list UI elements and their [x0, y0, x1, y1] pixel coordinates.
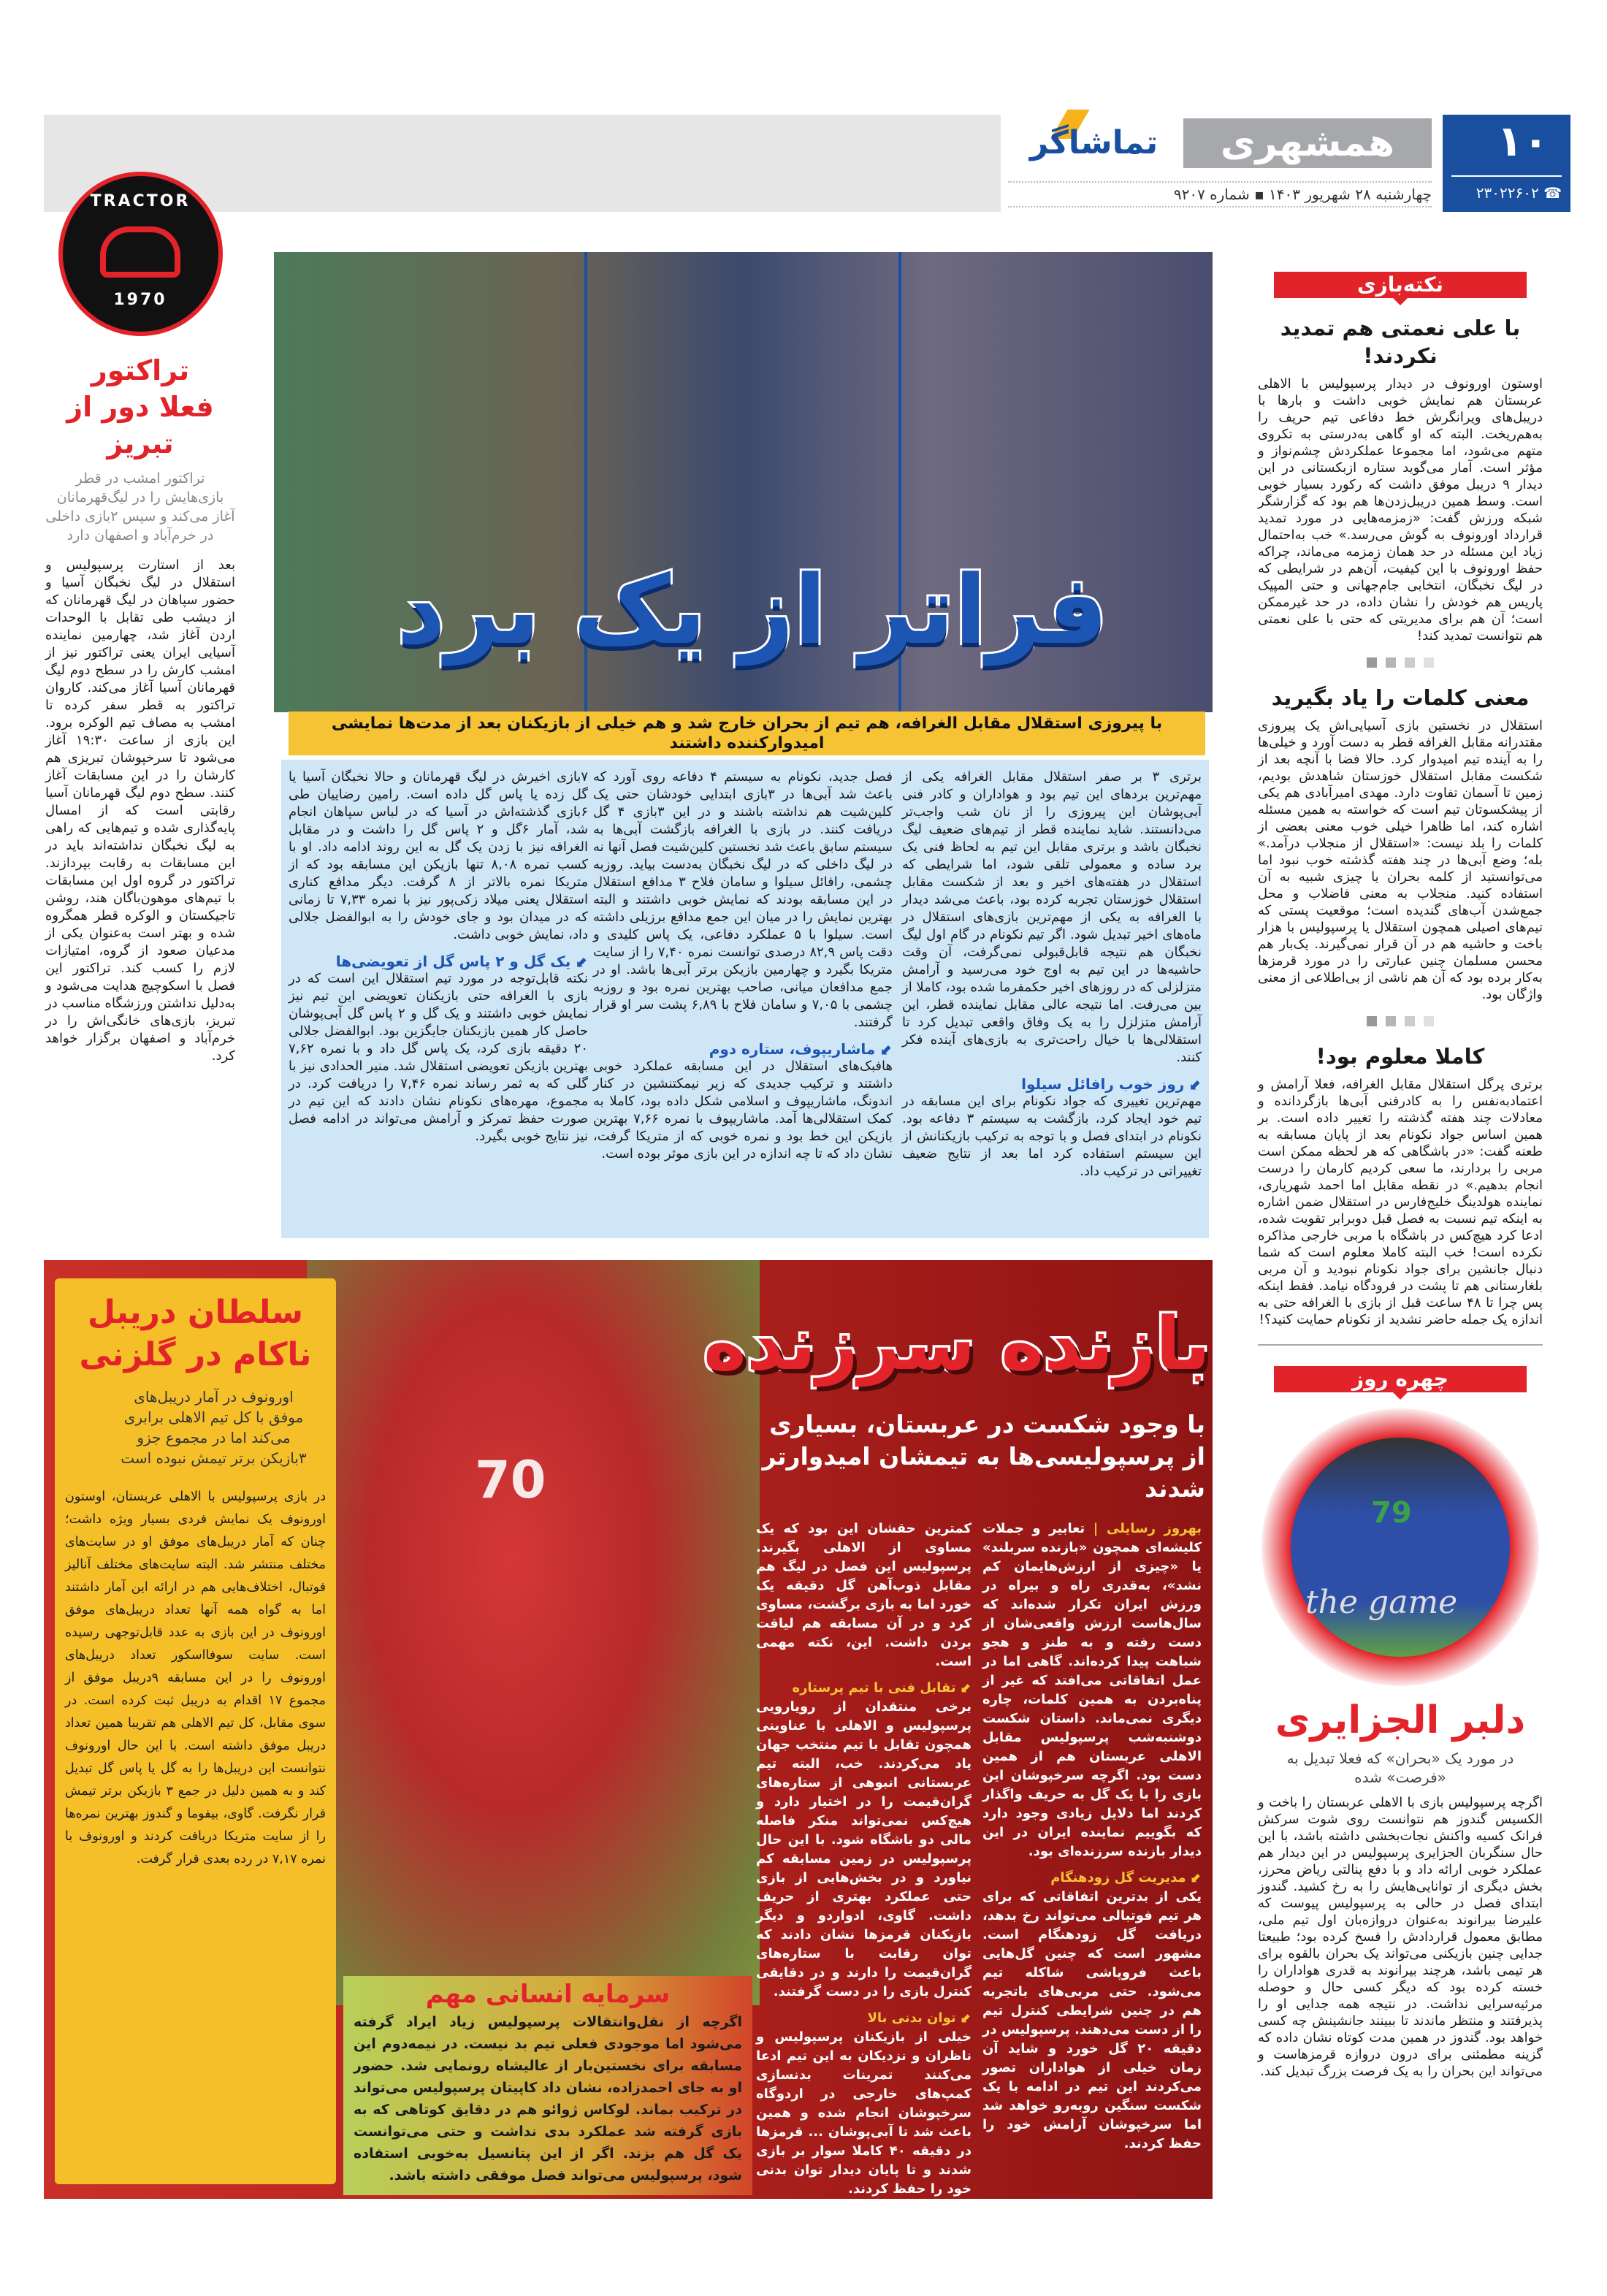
title-line: ناکام در گلزنی [79, 1336, 312, 1373]
column-text: کمترین حقشان این بود که یک مساوی از الاهلی بگیرند. پرسپولیس این فصل در لیگ هم مقابل ذوب‌آهن گل دقیقه یک خورد اما به بازی برگشت، مساوی کرد و در آن مسابقه هم لیاقت بردن داشت. این، نکته مهمی است. [756, 1521, 972, 1669]
section-label-nokte: نکته‌بازی [1274, 272, 1527, 298]
caption-body: اگرچه از نقل‌وانتقالات پرسپولیس زیاد ایراد گرفته می‌شود اما موجودی فعلی تیم بد نیست. در نیمه‌دوم این مسابقه برای نخستین‌بار از عالیشاه رونمایی شد. حضور او به جای احمدزاده، نشان داد کاپیتان پرسپولیس می‌تواند در ترکیب بماند. لوکاس ژوائو هم در دقایق کوتاهی که به بازی گرفته شد عملکرد بدی نداشت و حتی می‌توانست یک گل هم بزند. اگر از این پتانسیل به‌خوبی استفاده شود، پرسپولیس می‌تواند فصل موفقی داشته باشد. [354, 2014, 742, 2184]
subhead: ⬋ روز خوب رافائل سیلوا [902, 1075, 1202, 1093]
title-line: فعلا دور از تبریز [66, 391, 214, 459]
face-subtitle: در مورد یک «بحران» که فعلا تبدیل به «فرصت» شده [1286, 1750, 1514, 1786]
column-text: نکته قابل‌توجه در مورد تیم استقلال این است که در بازی با الغرافه حتی بازیکنان تعویضی این تیم نیز نمایش خوبی داشتند و یک گل و ۲ پاس گل آبی‌پوشان حاصل کار همین بازیکنان جایگزین بود. ابوالفضل جلالی ۲۰ دقیقه بازی کرد، یک پاس گل داد و با نمره ۷,۶۲ بهترین بازیکن تعویضی استقلال شد. منیر الحدادی نیز با گلی که به ثمر رساند نمره ۷,۴۶ را دریافت کرد. در مجموع، مهره‌های نکونام نشان دادند که این تیم در صورت حفظ تمرکز و آرامش می‌تواند در ادامه فصل نیز نتایج خوبی بگیرد. [289, 971, 588, 1144]
photo-text: the game [1305, 1584, 1458, 1621]
column-text: تعابیر و جملات کلیشه‌ای همچون «بازنده سربلند» یا «چیزی از ارزش‌هایمان کم نشد»، به‌قدری راه و بیراه در ورزش ایران تکرار شده‌اند که سال‌هاست ارزش واقعی‌شان از دست رفته و به طنز و هجو شباهت پیدا کرده‌اند. گاهی اما در عمل اتفاقاتی می‌افتد که غیر از پناه‌بردن به همین کلمات، چاره دیگری نمی‌ماند. داستان شکست دوشنبه‌شب پرسپولیس مقابل الاهلی عربستان هم از همین دست بود. اگرچه سرخپوشان این بازی را با یک گل به حریف واگذار کردند اما دلایل زیادی وجود دارد که بگوییم نماینده ایران در این دیدار بازنده سرزنده‌ای بود. [982, 1521, 1202, 1859]
sidebar-subtitle: اورونوف در آمار دریبل‌های موفق با کل تیم الاهلی برابری می‌کند اما در مجموع جزو ۳بازیکن برتر تیمش نبوده است [121, 1388, 307, 1467]
column-text: فصل جدید، نکونام به سیستم ۴ دفاعه روی آورد که باعث شد آبی‌ها در ۳بازی ابتدایی خودشان حتی یک کلین‌شیت هم نداشته باشند و در این ۳بازی ۴ گل دریافت کنند. در بازی با الغرافه بازگشت آبی‌ها به سیستم سابق باعث شد نخستین کلین‌شیت فصل آنها نه در لیگ داخلی که در لیگ نخبگان به‌دست بیاید. روزبه چشمی، رافائل سیلوا و سامان فلاح ۳ مدافع استقلال در این مسابقه بودند که نمایش خوبی داشتند و البته بهترین نمایش را در میان این جمع مدافع برزیلی داشته است. سیلوا با ۵ عملکرد دفاعی، یک پاس کلیدی و دقت پاس ۸۲,۹ درصدی توانست نمره ۷,۴۰ را از سایت متریکا بگیرد و چهارمین بازیکن برتر آبی‌ها باشد. او در جمع مدافعان میانی، صاحب بهترین نمره بود و روزبه چشمی با ۷,۰۵ و سامان فلاح با ۶,۸۹ پشت سر او قرار گرفتند. [593, 769, 893, 1030]
page-number: ۱۰ [1497, 116, 1549, 166]
bottom-column [982, 1519, 1202, 2154]
tractor-title [45, 352, 235, 462]
goalkeeper-photo [1261, 1408, 1539, 1686]
column-text: یکی از بدترین اتفاقاتی که برای هر تیم فوتبالی می‌تواند رخ بدهد، دریافت گل زودهنگام است. مشهور است که چنین گل‌هایی باعث فروپاشی شاکله تیم می‌شود. حتی مربی‌های باتجربه هم در چنین شرایطی کنترل تیم را از دست می‌دهند. پرسپولیس در دقیقه ۲۰ گل خورد و شاید آن زمان خیلی از هواداران تصور می‌کردند این تیم در ادامه با یک شکست سنگین روبه‌رو خواهد شد اما سرخپوشان آرامش خود را حفظ کردند. [982, 1889, 1202, 2151]
tractor-logo [58, 172, 223, 336]
phone-icon: ☎ [1538, 184, 1562, 202]
sidebar-box [55, 1278, 336, 2184]
photo-inner [1291, 1438, 1510, 1657]
tractor-body: بعد از استارت پرسپولیس و استقلال در لیگ نخبگان آسیا و حضور سپاهان در لیگ قهرمانان که از دیشب طی تقابل با الوحدات اردن آغاز شد، چهارمین نماینده آسیایی ایران یعنی تراکتور نیز از امشب کارش را در سطح دوم لیگ قهرمانان آسیا آغاز می‌کند. کاروان تراکتور به قطر سفر کرده تا امشب به مصاف تیم الوکره برود. این بازی از ساعت ۱۹:۳۰ آغاز می‌شود تا سرخپوشان تبریزی هم کارشان را در این مسابقات آغاز کنند. سطح دوم لیگ قهرمانان آسیا رقابتی است که از امسال پایه‌گذاری شده و تیم‌هایی که راهی به لیگ نخبگان نداشته‌اند باید در این مسابقات به رقابت بپردازند. تراکتور در گروه اول این مسابقات با تیم‌های موهون‌باگان هند، روشن تاجیکستان و الوکره قطر همگروه شده و بهتر است به‌عنوان یکی از مدعیان صعود از گروه، امتیازات لازم را کسب کند. تراکتور این فصل با اسکوچیچ هدایت می‌شود و به‌دلیل نداشتن ورزشگاه مناسب در تبریز، بازی‌های خانگی‌اش را در خرم‌آباد و اصفهان برگزار خواهد کرد. [45, 557, 235, 1064]
main-headline: فراتر از یک برد [397, 554, 1108, 665]
caption-box [343, 1976, 752, 2195]
subhead: ⬋ ماشاریپوف، ستاره دوم [593, 1040, 893, 1058]
section-label-face: چهره روز [1274, 1366, 1527, 1392]
article-body: استقلال در نخستین بازی آسیایی‌اش یک پیروزی مقتدرانه مقابل الغرافه قطر به دست آورد و خیلی‌ها را به آینده تیم امیدوار کرد. حالا فضا با آنچه بعد از شکست مقابل استقلال خوزستان شاهدش بودیم، زمین تا آسمان تفاوت دارد. مهدی امیرآبادی هم یکی از پیشکسوتان تیم است که خواسته به همین مسئله اشاره کند، اما ظاهرا خیلی خوب معنی بعضی از کلمات را بلد نیست: «استقلال از منجلاب درآمد.» بله؛ وضع آبی‌ها در چند هفته گذشته خوب نبود اما می‌توانستید از کلمه بحران یا چیزی شبیه به آن استفاده کنید. منجلاب به معنی فاضلاب و محل جمع‌شدن آب‌های گندیده است؛ موقعیت پستی که تیم‌های اصیلی همچون استقلال یا پرسپولیس با هزار باخت و حاشیه هم در آن قرار نمی‌گیرند. یک‌بار هم محسن مسلمان چنین عبارتی را در مورد قرمزها به‌کار برده بود که آن هم ناشی از بی‌اطلاعی از معنی واژگان بود. [1258, 718, 1543, 1002]
subhead: ⬋ مدیریت گل زودهنگام [982, 1869, 1202, 1888]
shirt-number: 70 [475, 1450, 546, 1510]
article-title: معنی کلمات را یاد بگیرید [1271, 685, 1530, 710]
main-column [902, 768, 1202, 1181]
tractor-column [45, 172, 235, 1065]
subhead: ⬋ توان بدنی بالا [756, 2009, 972, 2028]
article-body: برتری پرگل استقلال مقابل الغرافه، فعلا آرامش و اعتمادبه‌نفس را به کادرفنی آبی‌ها بازگردانده و معادلات چند هفته گذشته را تغییر داده است. بر همین اساس جواد نکونام بعد از پایان مسابقه به طعنه گفت: «در باشگاهی که هر لحظه ممکن است مربی را بردارند، ما سعی کردیم کارمان را درست انجام بدهیم.» در نقطه مقابل اما احمد شهریاری، نماینده هولدینگ خلیج‌فارس در استقلال ضمن اشاره به اینکه تیم نسبت به فصل قبل دوبرابر تقویت شده، ادعا کرد هیچ‌کس در باشگاه با مربی خارجی مذاکره نکرده است! خب البته کاملا معلوم است که شما دنبال جانشین برای جواد نکونام نبودید و آن مربی بلغارستانی هم تا پشت در فرودگاه نیامد. فقط اینکه پس چرا تا ۴۸ ساعت قبل از بازی با الغرافه حتی به اندازه یک جمله حاضر نشدید از نکونام حمایت کنید؟! [1258, 1077, 1543, 1327]
face-title: دلبر الجزایری [1275, 1698, 1526, 1742]
column-text: هافبک‌های استقلال در این مسابقه عملکرد خوبی داشتند و ترکیب جدیدی که زیر نیمکتنشین در کنار اندونگ، ماشاریپوف و اسلامی شکل داده بود، کاملا به کمک استقلالی‌ها آمد. ماشاریپوف با نمره ۷,۶۶ بهترین بازیکن این خط بود و نمره خوبی که از متریکا گرفت، نشان داد که تا چه اندازه در این بازی موثر بوده است. [593, 1059, 893, 1162]
article-body: اوستون اورونوف در دیدار پرسپولیس با الاهلی عربستان هم نمایش خوبی داشت و بارها با دریبل‌های ویرانگرش خط دفاعی تیم حریف را به‌هم‌ریخت. البته که او گاهی به‌درستی به تکروی متهم می‌شود، اما مجموعا عملکردش چشم‌نواز و مؤثر است. آمار می‌گوید ستاره ازبکستانی در این دیدار ۹ دریبل موفق داشت که رکورد بسیار خوبی است. وسط همین دریبل‌زدن‌ها هم بود که گزارشگر شبکه ورزش گفت: «زمزمه‌هایی در مورد تمدید قرارداد اورونوف به گوش می‌رسد.» خب به‌احتمال زیاد این مسئله در حد همان زمزمه می‌ماند، چراکه حفظ اورونوف با این کیفیت، آن‌هم در شرایطی که در لیگ نخبگان، انتخابی جام‌جهانی و حتی المپیک پاریس هم خودش را نشان داده، در حد غیرممکن است؛ آن هم برای مدیریتی که حتی با علی نعمتی هم نتوانست تمدید کند! [1258, 376, 1543, 644]
caption-title: سرمایه انسانی مهم [425, 1980, 671, 2009]
title-line: تراکتور [91, 354, 190, 386]
column-text: مهم‌ترین تغییری که جواد نکونام برای این مسابقه در تیم خود ایجاد کرد، بازگشت به سیستم ۳ دفاعه بود. نکونام در ابتدای فصل و با توجه به ترکیب بازیکنانش از این سیستم استفاده کرد اما بعد از نتایج ضعیف تغییراتی در ترکیب داد. [902, 1094, 1202, 1179]
column-text: ۷بازی اخیرش در لیگ قهرمانان و حالا نخبگان آسیا یا گل زده یا پاس گل داده است. رامین رضاییان طی ۶بازی گذشته‌اش در آسیا که در لباس سپاهان انجام شد، آمار ۶گل و ۲ پاس گل را داشت و در مقابل الغرافه نیز با زدن یک گل به این روند ادامه داد. او با کسب نمره ۸,۰۸ تنها بازیکن این مسابقه بود که از متریکا نمره بالاتر از ۸ گرفت. دیگر مدافع کناری استقلال یعنی میلاد زکی‌پور نیز با نمره ۷,۳۳ تا زمانی که در میدان بود و جای خودش را به ابوالفضل جلالی داد، نمایش خوبی داشت. [289, 769, 588, 942]
separator [1258, 657, 1543, 668]
logo-main: همشهری [1183, 118, 1432, 168]
article-title: با علی نعمتی هم تمدید نکردند! [1280, 316, 1521, 368]
column-text: برخی منتقدان از رویارویی پرسپولیس و الاهلی با عناوینی همچون تقابل با تیم منتخب جهان یاد می‌کردند. خب، البته تیم عربستانی انبوهی از ستاره‌های گران‌قیمت را در اختیار دارد و هیچ‌کس نمی‌تواند منکر فاصله مالی دو باشگاه شود. با این حال پرسپولیس در زمین مسابقه کم نیاورد و در بخش‌هایی از بازی حتی عملکرد بهتری از حریف داشت. گاوی، ادواردو و دیگر بازیکنان قرمزها نشان دادند که توان رقابت با ستاره‌های گران‌قیمت را دارند و در دقایقی کنترل بازی را در دست گرفتند. [756, 1699, 972, 1999]
main-strapline: با پیروزی استقلال مقابل الغرافه، هم تیم از بحران خارج شد و هم خیلی از بازیکنان بعد از مدت‌ها نمایشی امیدوارکننده داشتند [289, 712, 1205, 755]
logo-text: TRACTOR [90, 192, 191, 210]
article-title: کاملا معلوم بود! [1316, 1044, 1485, 1069]
dateline: چهارشنبه ۲۸ شهریور ۱۴۰۳ ▪ شماره ۹۲۰۷ [1008, 181, 1432, 207]
tractor-subtitle: تراکتور امشب در قطر بازی‌هایش را در لیگ‌قهرمانان آغاز می‌کند و سپس ۲بازی داخلی در خرم‌آباد و اصفهان دارد [45, 470, 235, 544]
author-separator: | [1085, 1521, 1107, 1536]
bottom-headline: بازنده سرزنده [703, 1301, 1211, 1387]
main-column [289, 768, 588, 1145]
face-body: اگرچه پرسپولیس بازی با الاهلی عربستان را باخت و الکسیس گندوز هم نتوانست روی شوت سرکش فرانک کسیه واکنش نجات‌بخشی داشته باشد، با این حال سنگربان الجزایری پرسپولیس در این دیدار هم عملکرد خوبی ارائه داد و با دفع پنالتی ریاض محرز، بخش دیگری از توانایی‌هایش را به رخ کشید. گندوز ابتدای فصل در حالی به پرسپولیس پیوست که علیرضا بیرانوند به‌عنوان دروازه‌بان اول تیم ملی، مطابق معمول قراردادش را فسخ کرده بود؛ طبیعتا جدایی چنین بازیکنی می‌تواند یک بحران بالقوه برای هر تیمی باشد، هرچند بیرانوند به قدری هواداران را خسته کرده بود که دیگر کسی حال و حوصله مرثیه‌سرایی نداشت. در نتیجه همه جدایی او را پذیرفتند و منتظر ماندند تا ببینند جانشینش چه کسی خواهد بود. گندوز در همین مدت کوتاه نشان داده که گزینه مطمئنی برای درون دروازه قرمزهاست و می‌تواند این بحران را به یک فرصت بزرگ تبدیل کند. [1258, 1795, 1543, 2079]
tractor-icon [100, 226, 180, 278]
divider [1258, 1344, 1543, 1346]
divider [1451, 175, 1562, 177]
subhead: ⬋ تقابل فنی با تیم پرستاره [756, 1679, 972, 1698]
title-line: سلطان دریبل [87, 1294, 304, 1331]
subhead: ⬋ یک گل و ۲ پاس گل از تعویضی‌ها [289, 953, 588, 970]
shirt-number: 79 [1371, 1496, 1412, 1530]
column-text: برتری ۳ بر صفر استقلال مقابل الغرافه یکی از مهم‌ترین بردهای این تیم بود و هواداران و کادر فنی آبی‌پوشان این پیروزی را از نان شب واجب‌تر می‌دانستند. شاید نماینده قطر از تیم‌های ضعیف لیگ نخبگان باشد و برتری مقابل این تیم به لحاظ فنی یک برد ساده و معمولی تلقی شود، اما شرایطی که استقلال در هفته‌های اخیر و بعد از شکست مقابل استقلال خوزستان تجربه کرده بود، باعث می‌شد دیدار با الغرافه به یکی از مهم‌ترین بازی‌های استقلال در ماه‌های اخیر تبدیل شود. اگر تیم نکونام در گام اول لیگ نخبگان هم نتیجه قابل‌قبولی نمی‌گرفت، آن وقت حاشیه‌ها در این تیم به اوج خود می‌رسید و آرامش متزلزلی که در روزهای اخیر حکمفرما شده بود، کاملا از بین می‌رفت. اما نتیجه عالی مقابل نماینده قطر، این آرامش متزلزل را به یک وفاق واقعی تبدیل کرد تا استقلالی‌ها با خیال راحت‌تری به بازی‌های آینده فکر کنند. [902, 769, 1202, 1065]
logo-secondary: تماشاگر [1029, 124, 1159, 161]
phone [1476, 184, 1562, 202]
bottom-subtitle: با وجود شکست در عربستان، بسیاری از پرسپولیسی‌ها به تیمشان امیدوارتر شدند [762, 1410, 1205, 1503]
separator [1258, 1016, 1543, 1026]
page-number-box [1443, 115, 1570, 212]
main-column [593, 768, 893, 1163]
column-text: خیلی از بازیکنان پرسپولیس و ناظران و نزدیکان به این تیم ادعا می‌کنند تمرینات بدنسازی کمپ‌های خارجی در اردوگاه سرخپوشان انجام شده و همین باعث شد تا آبی‌پوشان ... قرمزها در دقیقه ۴۰ کاملا سوار بر بازی شدند و تا پایان دیدار توان بدنی خود را حفظ کردند. [756, 2029, 972, 2197]
sidebar-body: در بازی پرسپولیس با الاهلی عربستان، اوستون اورونوف یک نمایش فردی بسیار ویژه داشت؛ چنان که آمار دریبل‌های موفق او در سایت‌های مختلف منتشر شد. البته سایت‌های مختلف آنالیز فوتبال، اختلاف‌هایی هم در ارائه این آمار داشتند اما به گواه همه آنها تعداد دریبل‌های موفق اورونوف در این بازی به عدد قابل‌توجهی رسیده است. سایت سوفااسکور تعداد دریبل‌های اورونوف را در این مسابقه ۹دریبل موفق از مجموع ۱۷ اقدام به دریبل ثبت کرده است. در سوی مقابل، کل تیم الاهلی هم تقریبا همین تعداد دریبل موفق داشته است. با این حال اورونوف نتوانست این دریبل‌ها را به گل یا پاس گل تبدیل کند و به همین دلیل در جمع ۳ بازیکن برتر تیمش قرار نگرفت. گاوی، بیفوما و گندوز بهترین نمره‌ها را از سایت متریکا دریافت کردند و اورونوف با نمره ۷,۱۷ در رده بعدی قرار گرفت. [65, 1490, 326, 1866]
author: بهروز رسایلی [1106, 1521, 1202, 1536]
logo-year: 1970 [113, 291, 167, 309]
phone-number: ۲۳۰۲۲۶۰۲ [1476, 184, 1539, 202]
players-photo [307, 1260, 760, 2005]
right-column [1258, 272, 1543, 2080]
sidebar-title [55, 1292, 336, 1376]
bottom-column [756, 1519, 972, 2199]
